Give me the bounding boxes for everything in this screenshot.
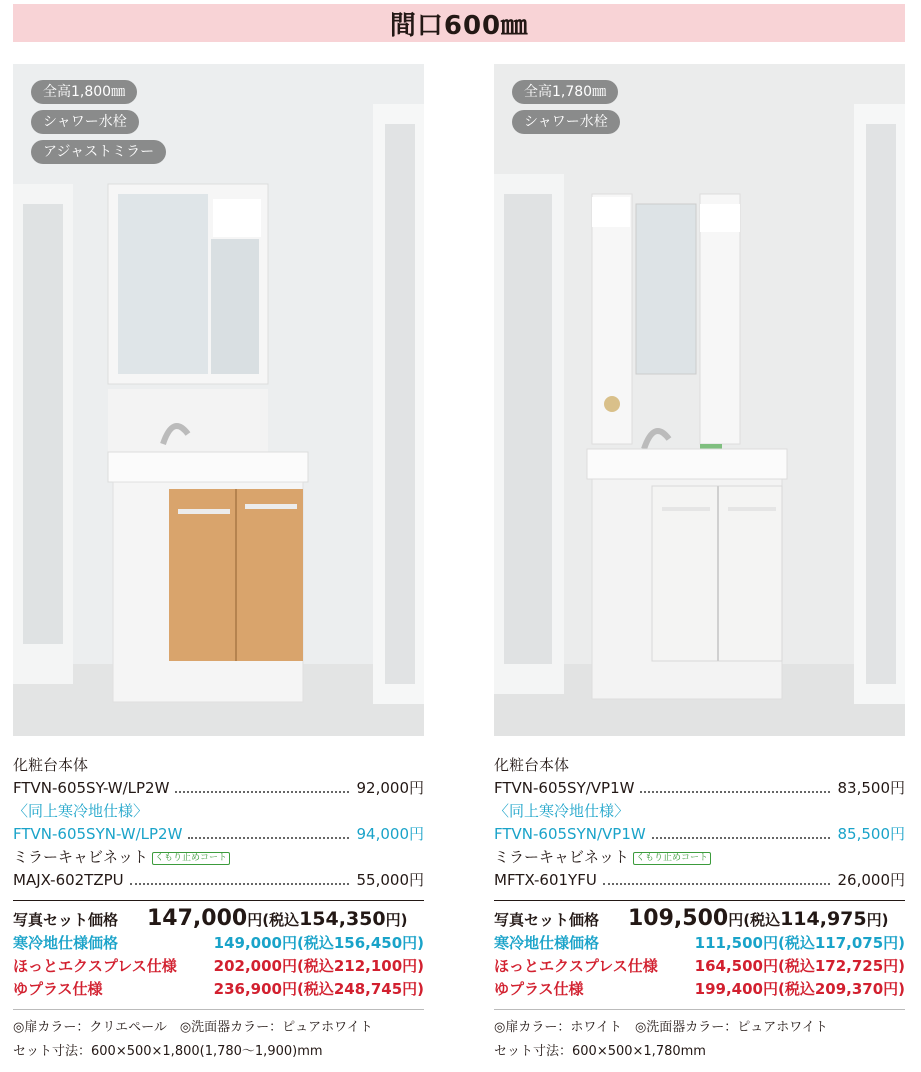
- hot-express-value: 164,500円(税込172,725円): [694, 957, 905, 975]
- set-tax-suffix: 円): [866, 911, 889, 929]
- cold-set-label: 寒冷地仕様価格: [13, 934, 119, 952]
- set-price: 109,500: [628, 906, 729, 931]
- set-tax-prefix: (税込: [743, 911, 781, 929]
- mirror-model: MFTX-601YFU: [494, 871, 597, 889]
- product-card-right: [494, 64, 905, 1064]
- anti-fog-badge: くもり止めコート: [152, 852, 230, 865]
- cold-set-row: [13, 932, 424, 955]
- divider: [494, 1009, 905, 1010]
- spec-block: [13, 754, 424, 1064]
- yu-plus-row: [13, 978, 424, 1001]
- mirror-label-line: [494, 846, 905, 869]
- mirror-label: ミラーキャビネット: [13, 848, 149, 866]
- cold-set-value: 149,000円(税込156,450円): [213, 934, 424, 952]
- price-row-body: [13, 777, 424, 800]
- cold-model: FTVN-605SYN-W/LP2W: [13, 825, 183, 843]
- set-tax-suffix: 円): [385, 911, 408, 929]
- divider: [13, 1009, 424, 1010]
- body-model: FTVN-605SY/VP1W: [494, 779, 635, 797]
- set-price-label: 写真セット価格: [13, 911, 119, 929]
- yu-plus-label: ゆプラス仕様: [13, 980, 103, 998]
- hot-express-value: 202,000円(税込212,100円): [213, 957, 424, 975]
- leader-dots: [640, 791, 829, 793]
- set-price: 147,000: [147, 906, 248, 931]
- hot-express-label: ほっとエクスプレス仕様: [13, 957, 177, 975]
- spec-block: [494, 754, 905, 1064]
- set-price-yen: 円: [728, 911, 744, 929]
- set-price-label: 写真セット価格: [494, 911, 600, 929]
- page-header: [13, 4, 905, 42]
- set-price-row: [13, 907, 424, 932]
- dimension-note: セット寸法：600×500×1,780mm: [494, 1044, 706, 1059]
- body-price: 83,500円: [837, 779, 905, 797]
- feature-badges: [31, 80, 166, 170]
- body-price: 92,000円: [356, 779, 424, 797]
- leader-dots: [652, 837, 830, 839]
- set-tax-price: 114,975: [780, 908, 867, 930]
- hot-express-label: ほっとエクスプレス仕様: [494, 957, 658, 975]
- mirror-model: MAJX-602TZPU: [13, 871, 124, 889]
- page-title: 間口600㎜: [389, 10, 529, 41]
- price-row-cold: [494, 823, 905, 846]
- price-row-cold: [13, 823, 424, 846]
- product-photo: [13, 64, 424, 736]
- body-label: 化粧台本体: [13, 756, 89, 774]
- yu-plus-label: ゆプラス仕様: [494, 980, 584, 998]
- leader-dots: [603, 883, 830, 885]
- badge-height: 全高1,800㎜: [31, 80, 137, 104]
- color-note: ◎扉カラー：クリエペール ◎洗面器カラー：ピュアホワイト: [13, 1020, 373, 1035]
- badge-shower: シャワー水栓: [31, 110, 139, 134]
- leader-dots: [188, 837, 348, 839]
- cold-set-value: 111,500円(税込117,075円): [694, 934, 905, 952]
- yu-plus-row: [494, 978, 905, 1001]
- cold-model: FTVN-605SYN/VP1W: [494, 825, 646, 843]
- feature-badges: [512, 80, 620, 140]
- product-photo: [494, 64, 905, 736]
- set-price-yen: 円: [247, 911, 263, 929]
- cold-set-row: [494, 932, 905, 955]
- mirror-price: 26,000円: [837, 871, 905, 889]
- cold-label: 〈同上寒冷地仕様〉: [494, 802, 630, 820]
- body-label: 化粧台本体: [494, 756, 570, 774]
- leader-dots: [130, 883, 349, 885]
- badge-mirror: アジャストミラー: [31, 140, 166, 164]
- divider: [494, 900, 905, 901]
- mirror-price: 55,000円: [356, 871, 424, 889]
- divider: [13, 900, 424, 901]
- mirror-label-line: [13, 846, 424, 869]
- product-card-left: [13, 64, 424, 1064]
- cold-price: 85,500円: [837, 825, 905, 843]
- price-row-mirror: [13, 869, 424, 892]
- badge-shower: シャワー水栓: [512, 110, 620, 134]
- price-row-body: [494, 777, 905, 800]
- set-tax-prefix: (税込: [262, 911, 300, 929]
- price-row-mirror: [494, 869, 905, 892]
- dimension-note: セット寸法：600×500×1,800(1,780〜1,900)mm: [13, 1044, 323, 1059]
- cold-set-label: 寒冷地仕様価格: [494, 934, 600, 952]
- mirror-label: ミラーキャビネット: [494, 848, 630, 866]
- body-model: FTVN-605SY-W/LP2W: [13, 779, 170, 797]
- badge-height: 全高1,780㎜: [512, 80, 618, 104]
- hot-express-row: [13, 955, 424, 978]
- vanity-illustration: [494, 64, 905, 736]
- cold-label: 〈同上寒冷地仕様〉: [13, 802, 149, 820]
- set-tax-price: 154,350: [299, 908, 386, 930]
- set-price-row: [494, 907, 905, 932]
- leader-dots: [175, 791, 348, 793]
- color-note: ◎扉カラー：ホワイト ◎洗面器カラー：ピュアホワイト: [494, 1020, 828, 1035]
- hot-express-row: [494, 955, 905, 978]
- yu-plus-value: 236,900円(税込248,745円): [213, 980, 424, 998]
- anti-fog-badge: くもり止めコート: [633, 852, 711, 865]
- yu-plus-value: 199,400円(税込209,370円): [694, 980, 905, 998]
- cold-price: 94,000円: [356, 825, 424, 843]
